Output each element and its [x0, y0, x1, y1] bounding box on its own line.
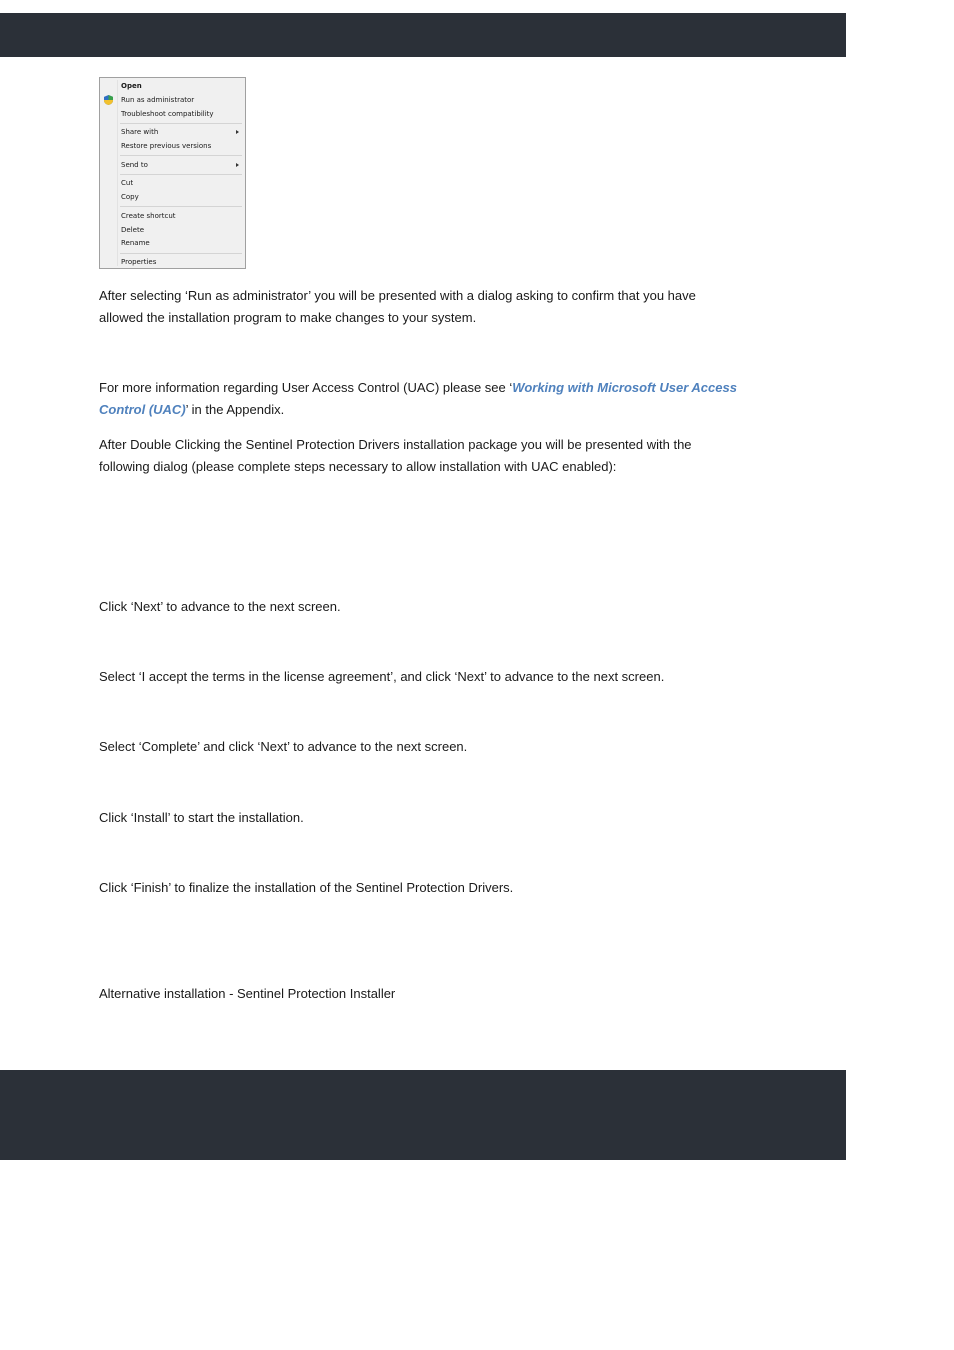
menu-separator	[120, 155, 242, 156]
paragraph-click-next: Click ‘Next’ to advance to the next screen.	[99, 599, 341, 614]
menu-item-open[interactable]: Open	[121, 82, 142, 90]
paragraph-select-complete: Select ‘Complete’ and click ‘Next’ to advance to the next screen.	[99, 739, 468, 754]
menu-item-properties[interactable]: Properties	[121, 258, 157, 266]
footer-band	[0, 1070, 846, 1160]
menu-item-rename[interactable]: Rename	[121, 239, 150, 247]
menu-item-create-shortcut[interactable]: Create shortcut	[121, 212, 176, 220]
menu-separator	[120, 174, 242, 175]
menu-separator	[120, 123, 242, 124]
paragraph-accept-license: Select ‘I accept the terms in the license agreement’, and click ‘Next’ to advance to the next screen.	[99, 669, 665, 684]
menu-item-troubleshoot-compatibility[interactable]: Troubleshoot compatibility	[121, 110, 214, 118]
menu-item-restore-previous-versions[interactable]: Restore previous versions	[121, 142, 212, 150]
paragraph-click-finish: Click ‘Finish’ to finalize the installation of the Sentinel Protection Drivers.	[99, 880, 514, 895]
text-segment: ’ in the Appendix.	[185, 402, 285, 417]
menu-item-send-to[interactable]	[121, 160, 239, 171]
menu-item-copy[interactable]: Copy	[121, 193, 139, 201]
paragraph-click-install: Click ‘Install’ to start the installation.	[99, 810, 304, 825]
submenu-arrow-icon	[236, 130, 239, 134]
menu-separator	[120, 206, 242, 207]
menu-item-run-as-administrator[interactable]: Run as administrator	[121, 96, 195, 104]
text-segment: For more information regarding User Access Control (UAC) please see ‘	[99, 380, 513, 395]
menu-item-share-with[interactable]	[121, 127, 239, 138]
paragraph-double-click: After Double Clicking the Sentinel Protection Drivers installation package you will be presented with the following dialog (please complete steps necessary to allow installation with UAC enabled):	[99, 437, 692, 474]
section-heading-alternative-installation: Alternative installation - Sentinel Protection Installer	[99, 986, 396, 1001]
header-band	[0, 13, 846, 57]
context-menu	[99, 77, 246, 269]
paragraph-run-as-admin: After selecting ‘Run as administrator’ you will be presented with a dialog asking to confirm that you have allowed the installation program to make changes to your system.	[99, 288, 696, 325]
menu-item-label: Share with	[121, 128, 159, 136]
uac-shield-icon	[104, 95, 113, 105]
appendix-uac-link[interactable]: Working with Microsoft User Access Control (UAC)	[99, 380, 737, 417]
menu-item-label: Send to	[121, 161, 148, 169]
menu-item-delete[interactable]: Delete	[121, 226, 144, 234]
menu-item-cut[interactable]: Cut	[121, 179, 134, 187]
menu-icon-gutter	[117, 80, 118, 266]
submenu-arrow-icon	[236, 163, 239, 167]
paragraph-uac-info	[99, 377, 739, 421]
menu-separator	[120, 253, 242, 254]
